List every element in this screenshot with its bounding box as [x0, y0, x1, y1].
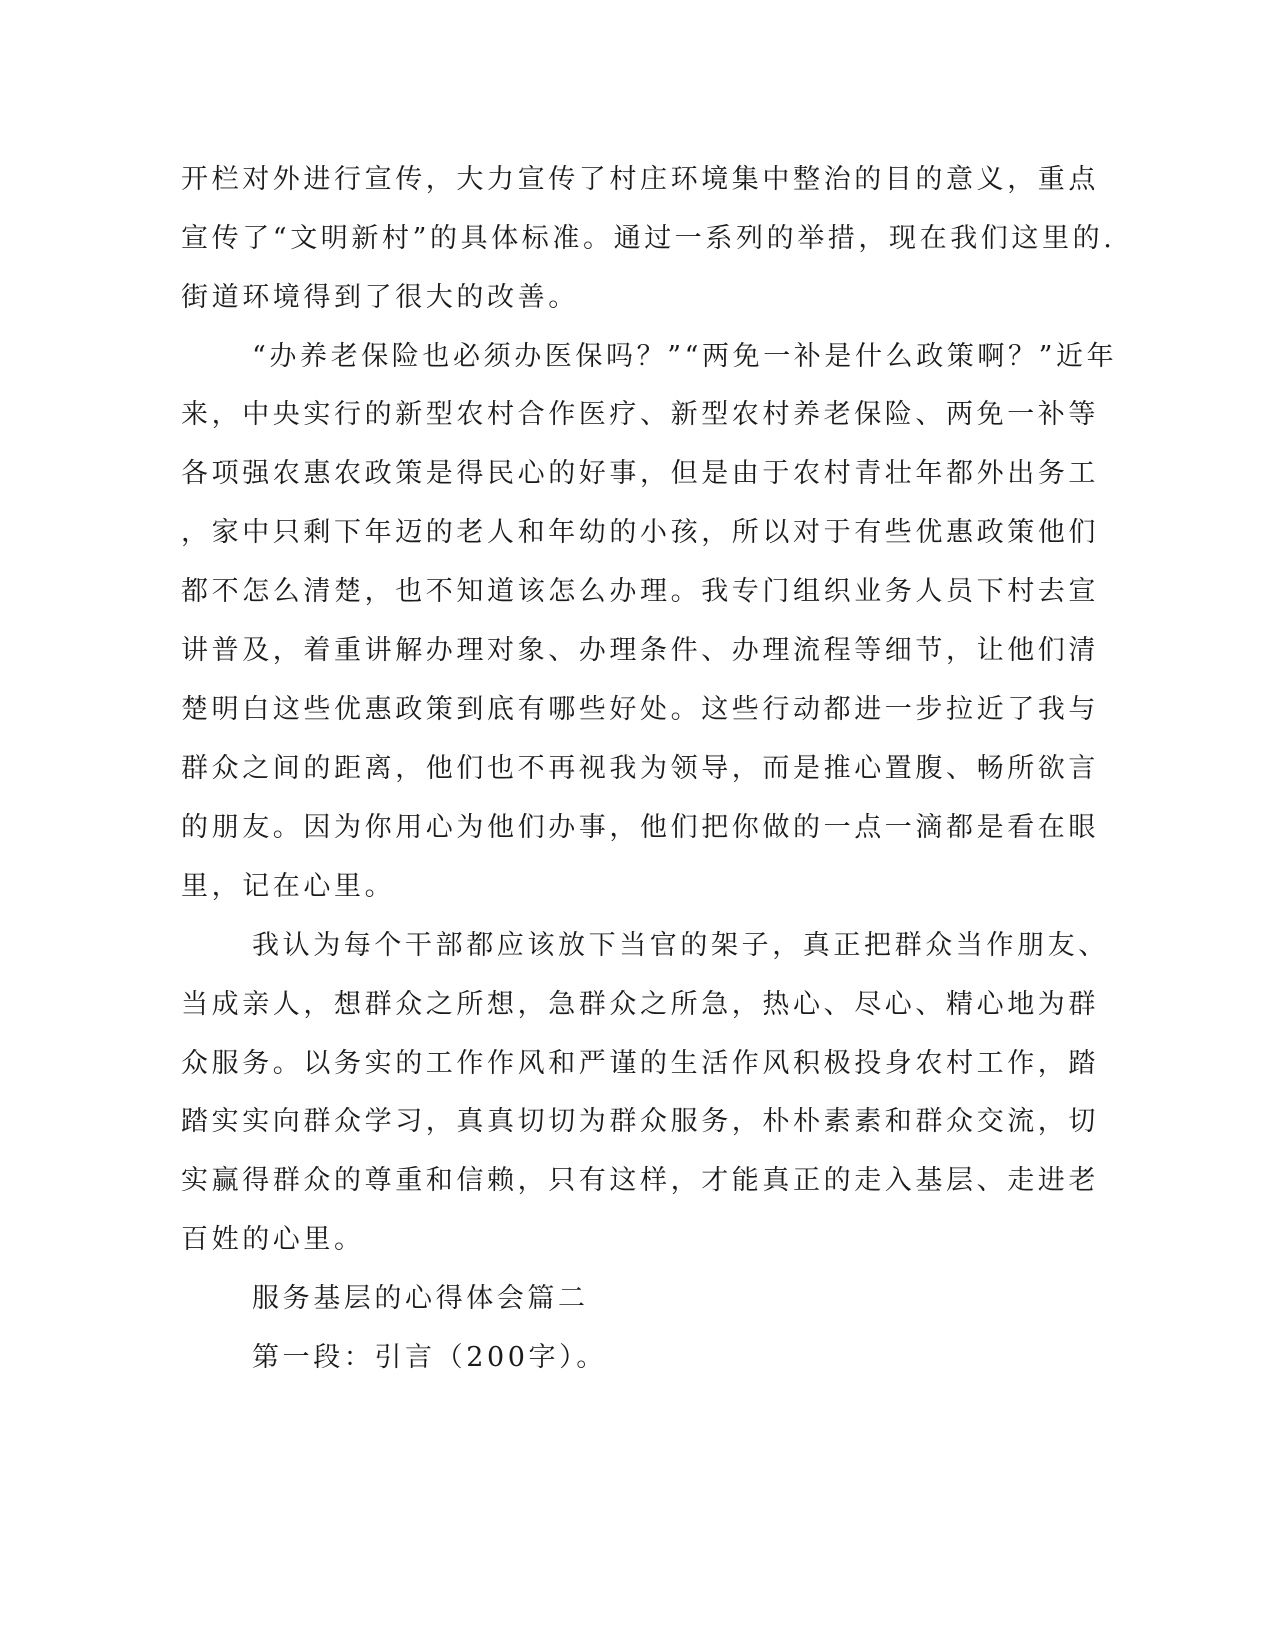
text-line: 实赢得群众的尊重和信赖，只有这样，才能真正的走入基层、走进老	[181, 1165, 1099, 1196]
text-line: 各项强农惠农政策是得民心的好事，但是由于农村青壮年都外出务工	[181, 458, 1099, 489]
paragraph-start-line: 我认为每个干部都应该放下当官的架子，真正把群众当作朋友、	[252, 930, 1109, 961]
paragraph-start-line: “办养老保险也必须办医保吗？”“两免一补是什么政策啊？”近年	[252, 341, 1118, 372]
text-line: 群众之间的距离，他们也不再视我为领导，而是推心置腹、畅所欲言	[181, 753, 1099, 784]
text-line: 都不怎么清楚，也不知道该怎么办理。我专门组织业务人员下村去宣	[181, 576, 1099, 607]
text-line: 开栏对外进行宣传，大力宣传了村庄环境集中整治的目的意义，重点	[181, 164, 1099, 195]
text-line: 宣传了“文明新村”的具体标准。通过一系列的举措，现在我们这里的.	[181, 223, 1116, 254]
text-line: 的朋友。因为你用心为他们办事，他们把你做的一点一滴都是看在眼	[181, 812, 1099, 843]
section-heading: 服务基层的心得体会篇二	[252, 1283, 589, 1314]
subheading: 第一段：引言（200字）。	[252, 1342, 607, 1373]
text-line: 讲普及，着重讲解办理对象、办理条件、办理流程等细节，让他们清	[181, 635, 1099, 666]
text-line: ，家中只剩下年迈的老人和年幼的小孩，所以对于有些优惠政策他们	[181, 517, 1099, 548]
text-line: 众服务。以务实的工作作风和严谨的生活作风积极投身农村工作，踏	[181, 1048, 1099, 1079]
text-line: 百姓的心里。	[181, 1224, 365, 1255]
text-line: 里，记在心里。	[181, 871, 396, 902]
text-line: 街道环境得到了很大的改善。	[181, 282, 579, 313]
text-line: 当成亲人，想群众之所想，急群众之所急，热心、尽心、精心地为群	[181, 989, 1099, 1020]
text-line: 来，中央实行的新型农村合作医疗、新型农村养老保险、两免一补等	[181, 399, 1099, 430]
text-line: 踏实实向群众学习，真真切切为群众服务，朴朴素素和群众交流，切	[181, 1106, 1099, 1137]
text-line: 楚明白这些优惠政策到底有哪些好处。这些行动都进一步拉近了我与	[181, 694, 1099, 725]
